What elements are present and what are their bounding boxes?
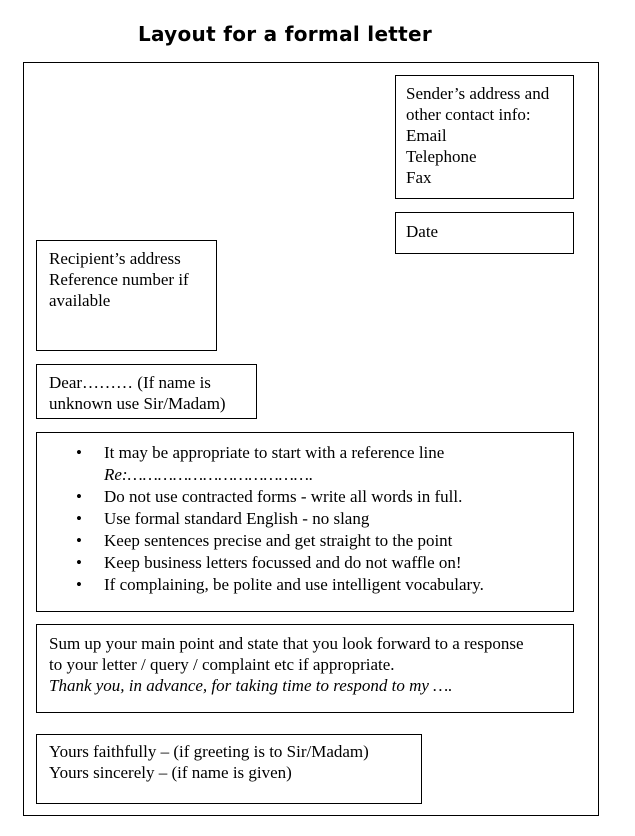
- list-item-text: If complaining, be polite and use intelligent vocabulary.: [104, 575, 484, 594]
- date-box: [395, 212, 574, 254]
- list-item-text: Keep business letters focussed and do not waffle on!: [104, 553, 462, 572]
- page-title: Layout for a formal letter: [137, 22, 433, 46]
- sender-line: other contact info:: [406, 105, 531, 124]
- list-item: [37, 442, 573, 486]
- sender-line: Telephone: [406, 147, 477, 166]
- list-item-text: Use formal standard English - no slang: [104, 509, 370, 528]
- signoff-box: [36, 734, 422, 804]
- bullet-icon: •: [76, 487, 82, 506]
- list-item: [37, 574, 573, 596]
- recipient-address-box: [36, 240, 217, 351]
- list-item: [37, 508, 573, 530]
- closing-thanks-line: Thank you, in advance, for taking time to respond to my ….: [49, 676, 453, 695]
- letter-body-box: [36, 432, 574, 612]
- recipient-line: Reference number if: [49, 270, 189, 289]
- sender-line: Fax: [406, 168, 432, 187]
- list-item-text: Keep sentences precise and get straight to the point: [104, 531, 453, 550]
- date-label: Date: [406, 222, 439, 241]
- sender-address-box: [395, 75, 574, 199]
- greeting-box: [36, 364, 257, 419]
- recipient-line: Recipient’s address: [49, 249, 181, 268]
- list-item-text: It may be appropriate to start with a reference line: [104, 443, 445, 462]
- list-item: [37, 552, 573, 574]
- signoff-line: Yours faithfully – (if greeting is to Sir/Madam): [49, 742, 369, 761]
- closing-line: Sum up your main point and state that you look forward to a response: [49, 634, 524, 653]
- sender-line: Sender’s address and: [406, 84, 550, 103]
- recipient-line: available: [49, 291, 111, 310]
- list-item-text: Do not use contracted forms - write all words in full.: [104, 487, 463, 506]
- bullet-icon: •: [76, 443, 82, 462]
- sender-line: Email: [406, 126, 447, 145]
- closing-paragraph-box: [36, 624, 574, 713]
- bullet-icon: •: [76, 553, 82, 572]
- list-item: [37, 530, 573, 552]
- closing-line: to your letter / query / complaint etc if appropriate.: [49, 655, 395, 674]
- reference-line-placeholder: Re:……………………………….: [104, 465, 314, 484]
- greeting-line: Dear……… (If name is: [49, 373, 211, 392]
- list-item: [37, 486, 573, 508]
- bullet-icon: •: [76, 531, 82, 550]
- bullet-icon: •: [76, 575, 82, 594]
- guideline-list: [37, 442, 573, 596]
- bullet-icon: •: [76, 509, 82, 528]
- greeting-line: unknown use Sir/Madam): [49, 394, 226, 413]
- signoff-line: Yours sincerely – (if name is given): [49, 763, 292, 782]
